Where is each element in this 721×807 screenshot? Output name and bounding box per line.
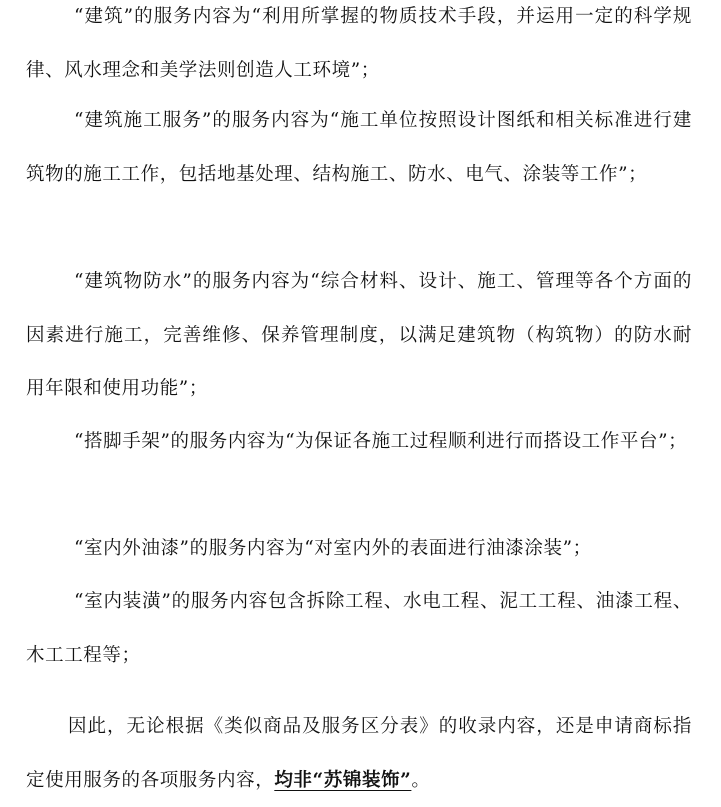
- conclusion-emphasis: 均非“苏锦装饰”: [274, 769, 412, 791]
- paragraph-interior-decoration: “室内装潢”的服务内容包含拆除工程、水电工程、泥工工程、油漆工程、木工工程等；: [26, 591, 692, 666]
- conclusion-lead: 因此，无论根据《类似商品及服务区分表》的收录内容，还是申请商标指定使用服务的各项服务内容，: [26, 716, 692, 791]
- paragraph-scaffolding: “搭脚手架”的服务内容为“为保证各施工过程顺利进行而搭设工作平台”；: [74, 431, 688, 452]
- paragraph-waterproofing: “建筑物防水”的服务内容为“综合材料、设计、施工、管理等各个方面的因素进行施工，完善维修、保养管理制度，以满足建筑物（构筑物）的防水耐用年限和使用功能”；: [26, 271, 692, 399]
- paragraph-conclusion: [26, 700, 692, 807]
- paragraph-painting: “室内外油漆”的服务内容为“对室内外的表面进行油漆涂装”；: [74, 538, 592, 559]
- conclusion-tail: 。: [411, 769, 431, 791]
- paragraph-architecture: “建筑”的服务内容为“利用所掌握的物质技术手段，并运用一定的科学规律、风水理念和美学法则创造人工环境”；: [26, 6, 692, 81]
- paragraph-construction-service: “建筑施工服务”的服务内容为“施工单位按照设计图纸和相关标准进行建筑物的施工工作，包括地基处理、结构施工、防水、电气、涂装等工作”；: [26, 110, 692, 185]
